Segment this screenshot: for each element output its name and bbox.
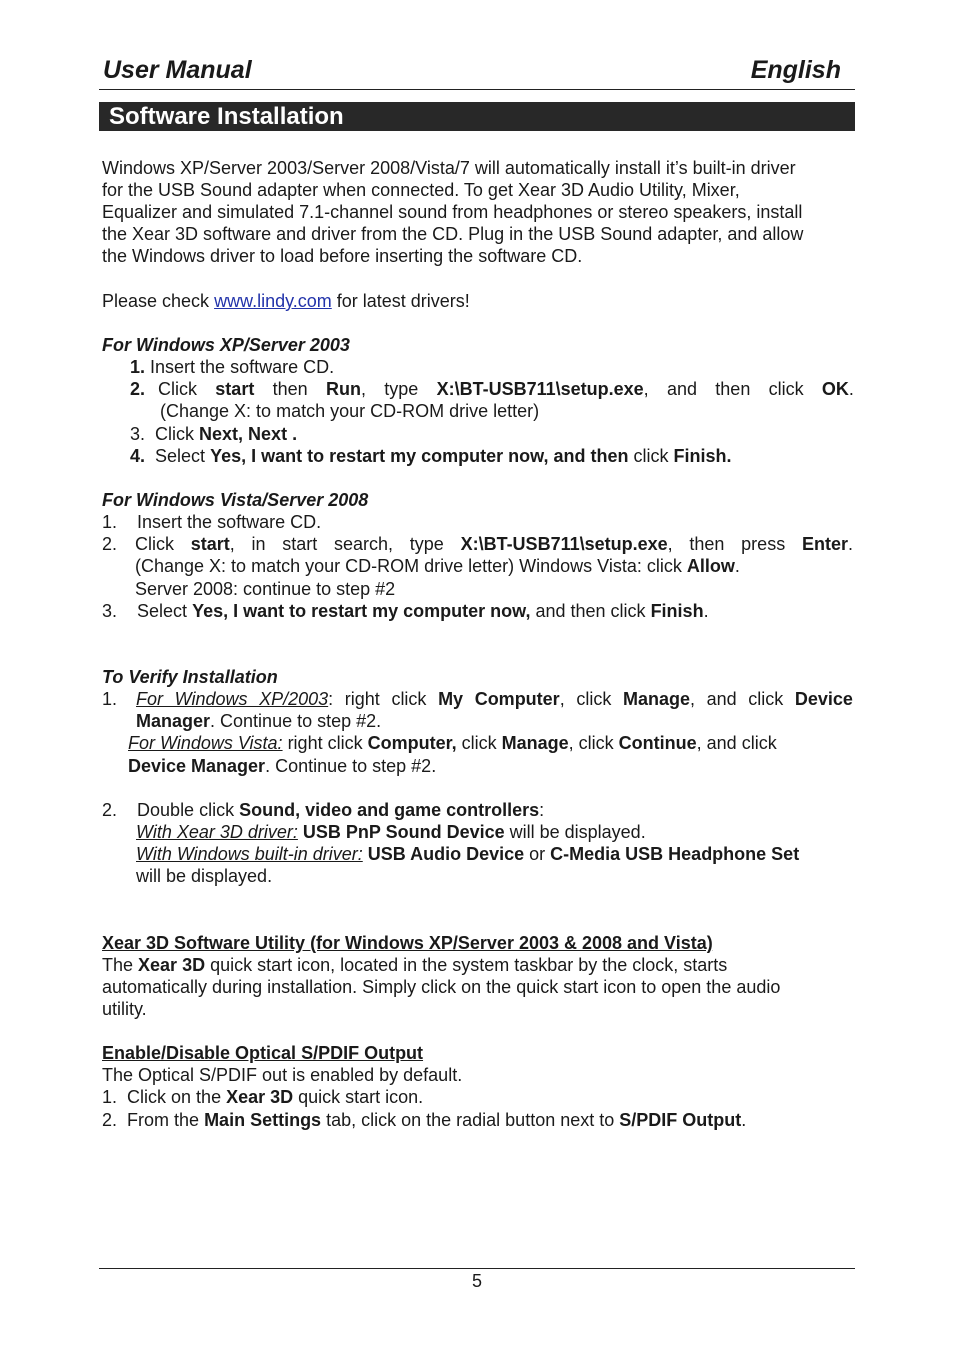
utility-line: automatically during installation. Simply click on the quick start icon to open the audio bbox=[102, 977, 781, 997]
xp-step-2: Click start then Run, type X:\BT-USB711\setup.exe, and then click OK. bbox=[158, 379, 854, 399]
verify-step-2: 2. Double click Sound, video and game controllers: bbox=[102, 800, 545, 820]
verify-step-1-num: 1. bbox=[102, 689, 118, 709]
footer-rule bbox=[99, 1268, 855, 1269]
intro-line: the Windows driver to load before inserting the software CD. bbox=[102, 246, 583, 266]
intro-line: Equalizer and simulated 7.1-channel sound from headphones or stereo speakers, install bbox=[102, 202, 803, 222]
intro-line: Windows XP/Server 2003/Server 2008/Vista/7 will automatically install it’s built-in driver bbox=[102, 158, 796, 178]
check-line: Please check www.lindy.com for latest drivers! bbox=[102, 291, 470, 311]
vista-step-2-server: Server 2008: continue to step #2 bbox=[135, 579, 396, 599]
vista-step-2-note: (Change X: to match your CD-ROM drive letter) Windows Vista: click Allow. bbox=[135, 556, 740, 576]
xp-heading: For Windows XP/Server 2003 bbox=[102, 335, 350, 355]
utility-line: utility. bbox=[102, 999, 147, 1019]
spdif-step-1: 1. Click on the Xear 3D quick start icon. bbox=[102, 1087, 424, 1107]
spdif-intro: The Optical S/PDIF out is enabled by default. bbox=[102, 1065, 463, 1085]
intro-line: for the USB Sound adapter when connected. To get Xear 3D Audio Utility, Mixer, bbox=[102, 180, 740, 200]
page-number: 5 bbox=[471, 1271, 482, 1291]
xp-step-1: 1. Insert the software CD. bbox=[130, 357, 335, 377]
verify-xear-line: With Xear 3D driver: USB PnP Sound Device will be displayed. bbox=[136, 822, 646, 842]
lindy-link[interactable]: www.lindy.com bbox=[214, 291, 332, 311]
verify-builtin-line: With Windows built-in driver: USB Audio Device or C-Media USB Headphone Set bbox=[136, 844, 800, 864]
section-title-band bbox=[99, 102, 855, 131]
vista-step-3: 3. Select Yes, I want to restart my computer now, and then click Finish. bbox=[102, 601, 709, 621]
header-rule bbox=[99, 89, 855, 90]
xp-step-4: 4. Select Yes, I want to restart my computer now, and then click Finish. bbox=[130, 446, 732, 466]
verify-vista-line2: Device Manager. Continue to step #2. bbox=[128, 756, 437, 776]
verify-step-1-line2: Manager. Continue to step #2. bbox=[136, 711, 382, 731]
vista-step-1: 1. Insert the software CD. bbox=[102, 512, 322, 532]
header-title: User Manual bbox=[103, 56, 252, 84]
intro-line: the Xear 3D software and driver from the CD. Plug in the USB Sound adapter, and allow bbox=[102, 224, 804, 244]
vista-heading: For Windows Vista/Server 2008 bbox=[102, 490, 369, 510]
xp-step-2-num: 2. bbox=[130, 379, 146, 399]
header-language: English bbox=[750, 56, 841, 84]
verify-heading: To Verify Installation bbox=[102, 667, 278, 687]
spdif-heading: Enable/Disable Optical S/PDIF Output bbox=[102, 1043, 424, 1063]
spdif-step-2: 2. From the Main Settings tab, click on the radial button next to S/PDIF Output. bbox=[102, 1110, 747, 1130]
vista-step-2: Click start, in start search, type X:\BT-USB711\setup.exe, then press Enter. bbox=[135, 534, 853, 554]
xp-step-2-note: (Change X: to match your CD-ROM drive letter) bbox=[160, 401, 540, 421]
section-title: Software Installation bbox=[109, 103, 344, 130]
vista-step-2-num: 2. bbox=[102, 534, 118, 554]
xp-step-3: 3. Click Next, Next . bbox=[130, 424, 298, 444]
verify-vista-line: For Windows Vista: right click Computer, click Manage, click Continue, and click bbox=[128, 733, 777, 753]
utility-line: The Xear 3D quick start icon, located in the system taskbar by the clock, starts bbox=[102, 955, 728, 975]
utility-heading: Xear 3D Software Utility (for Windows XP/Server 2003 & 2008 and Vista) bbox=[102, 933, 713, 953]
verify-builtin-line2: will be displayed. bbox=[136, 866, 273, 886]
verify-step-1: For Windows XP/2003: right click My Computer, click Manage, and click Device bbox=[136, 689, 853, 709]
